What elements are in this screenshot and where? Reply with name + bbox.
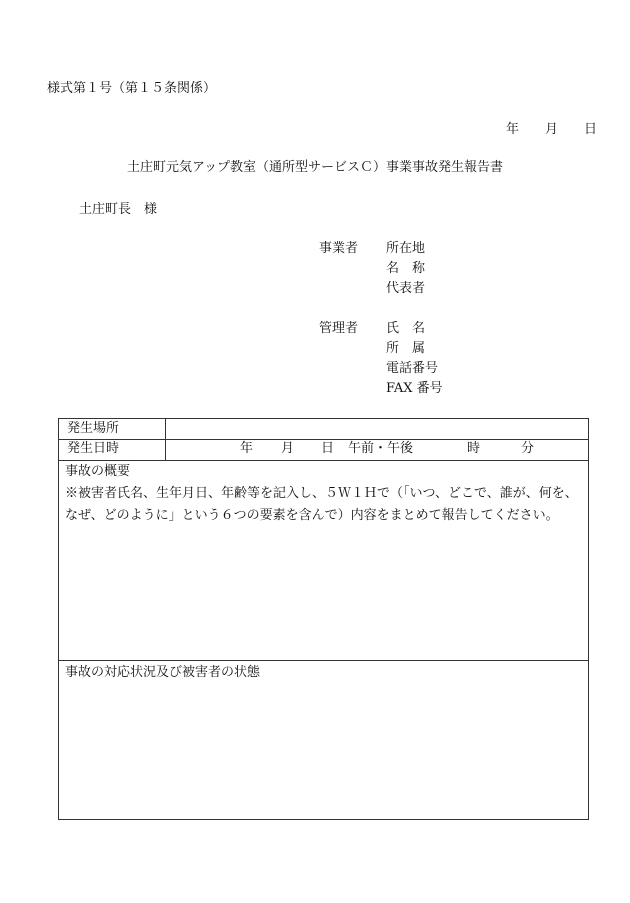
business-field-representative: 代表者	[386, 281, 426, 296]
datetime-month: 月	[281, 441, 295, 456]
response-heading: 事故の対応状況及び被害者の状態	[65, 665, 261, 680]
business-field-name: 名 称	[386, 261, 426, 276]
manager-field-name: 氏 名	[386, 321, 426, 336]
datetime-hour: 時	[467, 441, 481, 456]
datetime-minute: 分	[521, 441, 535, 456]
summary-heading: 事故の概要	[65, 464, 131, 479]
location-row	[59, 419, 588, 440]
manager-heading: 管理者	[319, 321, 359, 336]
manager-field-fax: FAX 番号	[386, 381, 443, 396]
summary-section	[59, 460, 588, 661]
manager-field-affiliation: 所 属	[386, 341, 426, 356]
datetime-day: 日	[321, 441, 335, 456]
location-label: 発生場所	[67, 421, 120, 436]
datetime-ampm: 午前・午後	[348, 441, 414, 456]
date-month: 月	[544, 122, 558, 137]
summary-instruction-line-2: なぜ、どのように」という６つの要素を含んで）内容をまとめて報告してください。	[65, 508, 559, 523]
datetime-row	[59, 439, 588, 461]
column-divider	[165, 419, 166, 460]
addressee: 土庄町長 様	[79, 202, 158, 217]
report-table	[58, 418, 589, 820]
date-day: 日	[583, 122, 597, 137]
business-heading: 事業者	[319, 241, 359, 256]
datetime-year: 年	[240, 441, 254, 456]
document-title: 土庄町元気アップ教室（通所型サービスＣ）事業事故発生報告書	[126, 160, 504, 175]
date-line	[506, 122, 597, 138]
date-year: 年	[505, 122, 519, 137]
response-section	[59, 660, 588, 819]
form-number: 様式第１号（第１５条関係）	[47, 81, 217, 96]
datetime-label: 発生日時	[67, 441, 120, 456]
business-field-address: 所在地	[386, 241, 426, 256]
manager-field-phone: 電話番号	[386, 361, 439, 376]
summary-instruction-line-1: ※被害者氏名、生年月日、年齢等を記入し、５Ｗ１Ｈで（「いつ、どこで、誰が、何を、	[65, 486, 578, 501]
